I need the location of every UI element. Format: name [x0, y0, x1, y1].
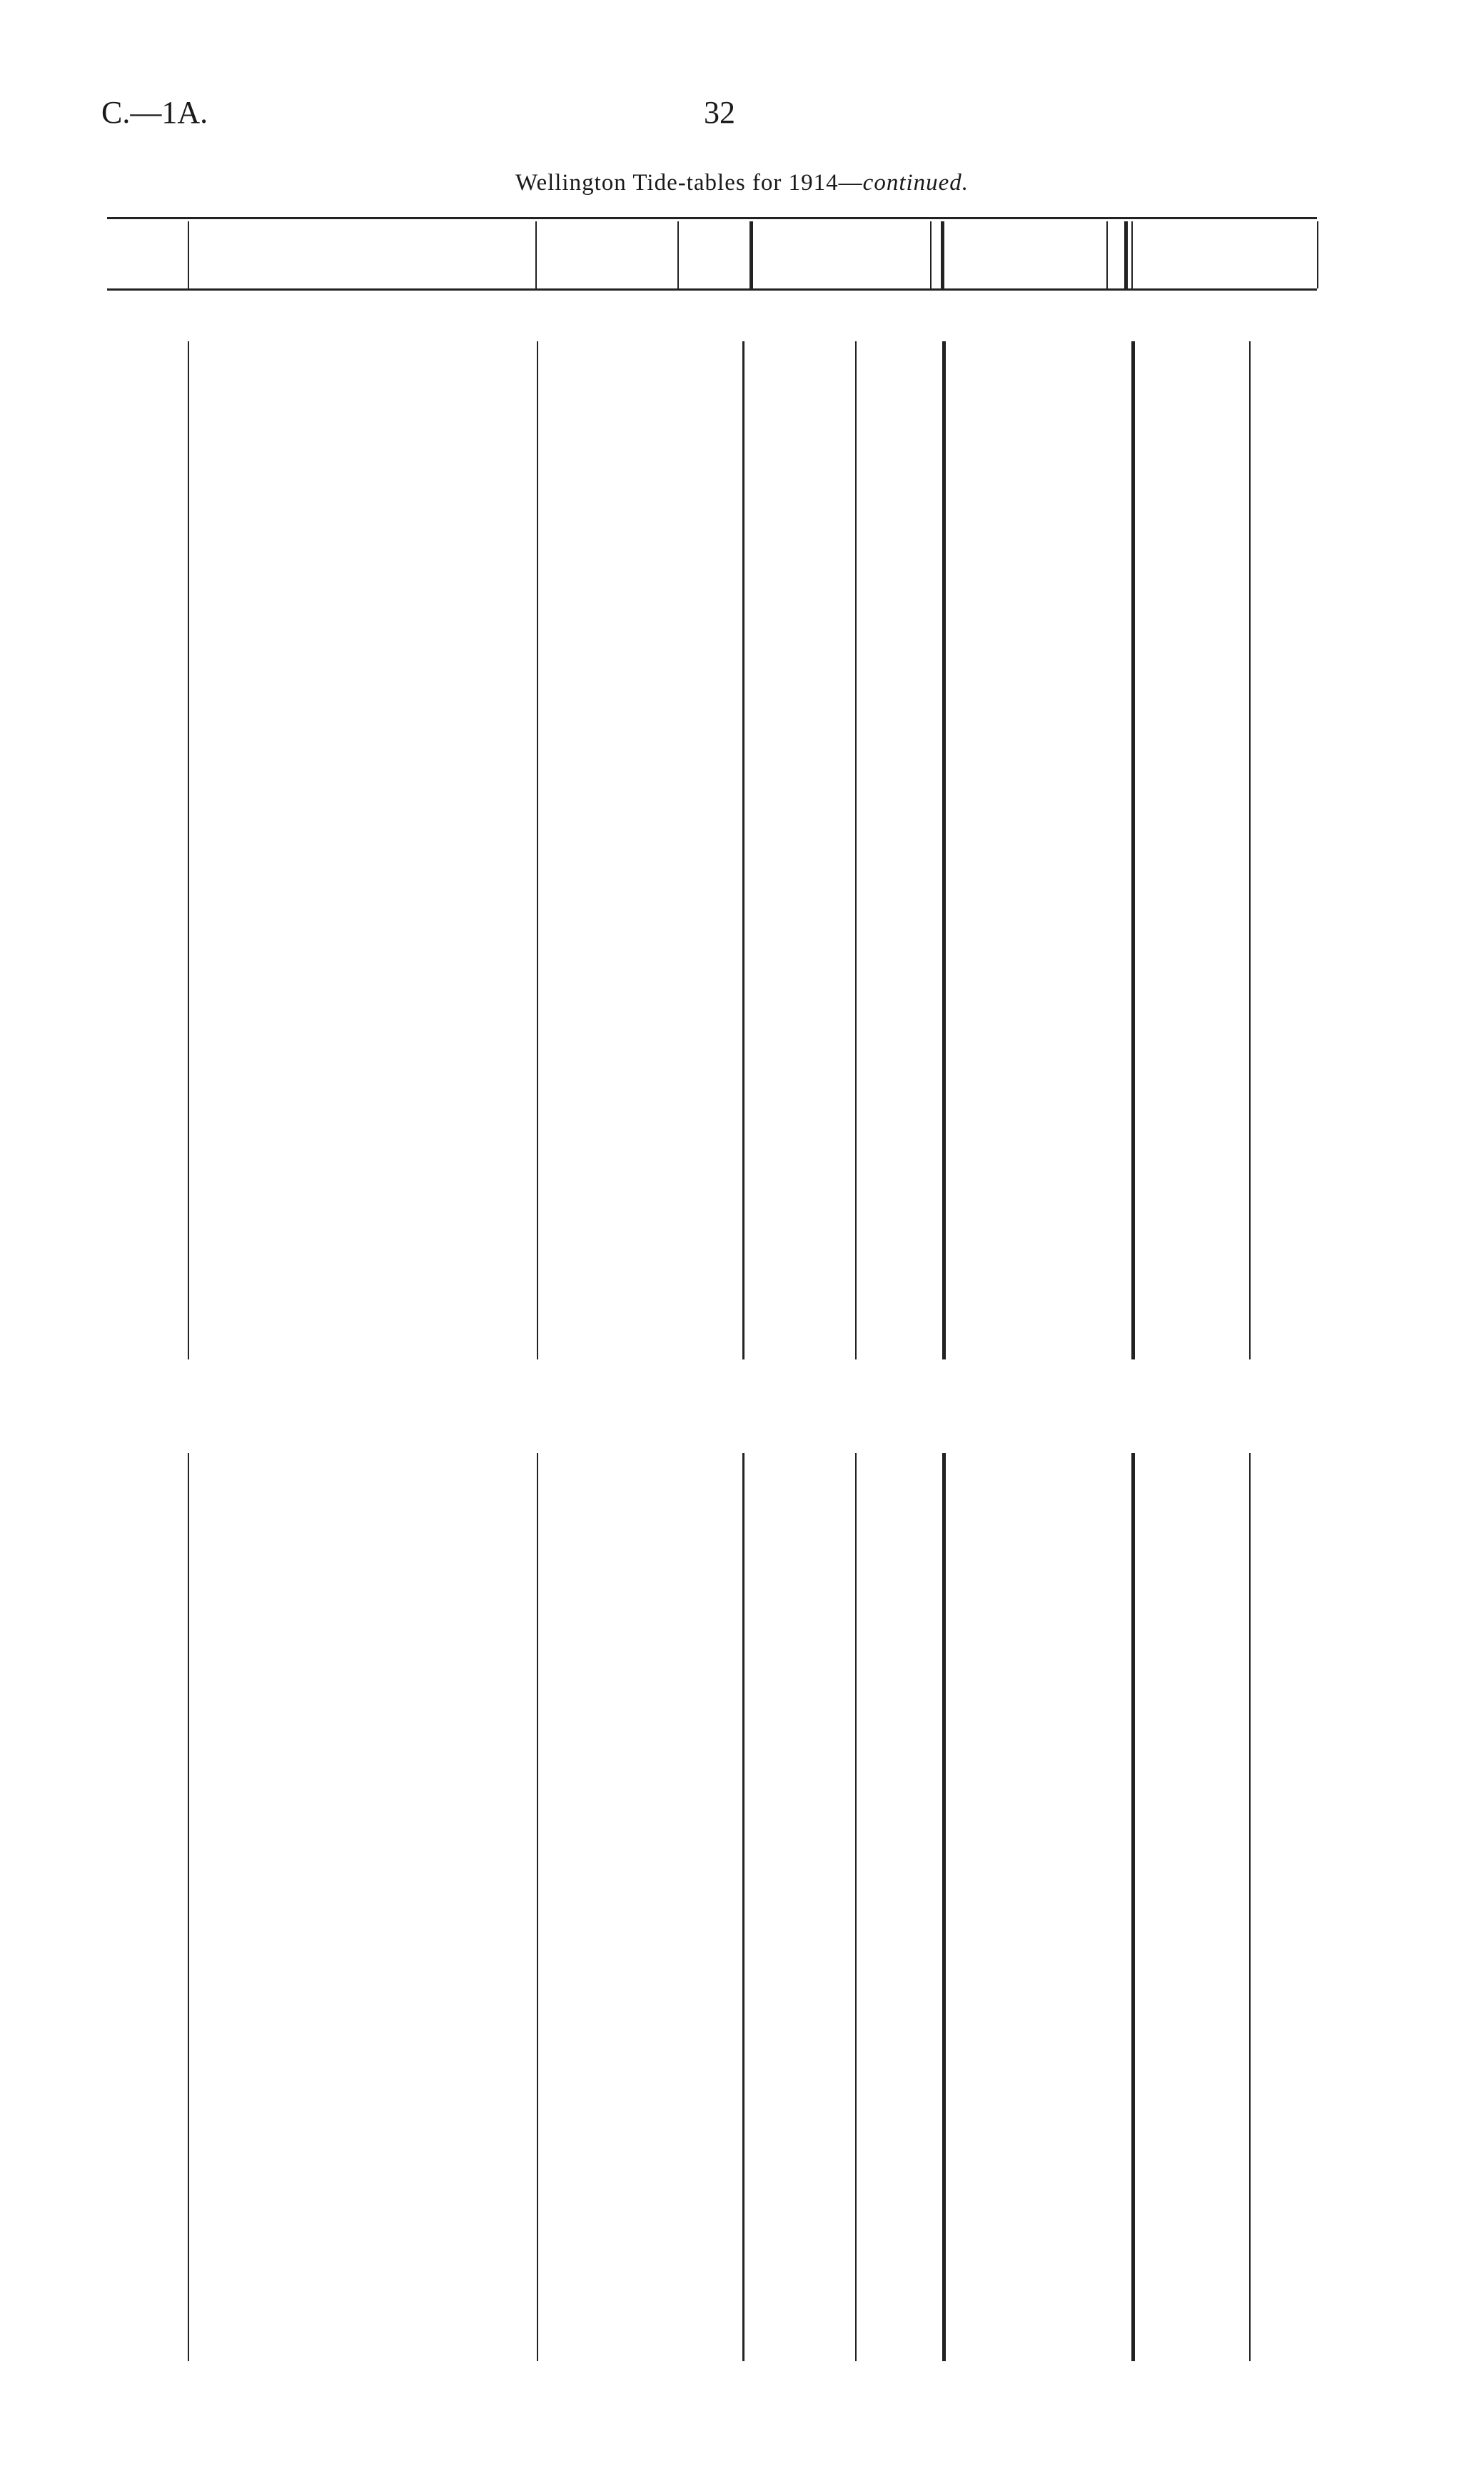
body-divider: [188, 1453, 189, 2361]
body-divider: [942, 341, 946, 1359]
header-divider: [1317, 221, 1318, 288]
table-title-main: Wellington Tide-tables for 1914—: [515, 170, 863, 196]
page-number: 32: [704, 95, 735, 130]
body-divider: [942, 1453, 946, 2361]
table-title: [0, 170, 1484, 196]
table-top-rule: [107, 217, 1317, 219]
header-group-divider: [941, 221, 944, 288]
body-divider: [188, 341, 189, 1359]
body-divider: [1131, 1453, 1135, 2361]
body-divider: [855, 341, 857, 1359]
header-divider: [930, 221, 932, 288]
header-bottom-rule: [107, 288, 1317, 291]
header-divider: [1131, 221, 1133, 288]
body-divider: [1249, 1453, 1251, 2361]
header-divider: [677, 221, 679, 288]
body-divider: [742, 1453, 744, 2361]
header-group-divider: [1124, 221, 1128, 288]
body-divider: [855, 1453, 857, 2361]
header-divider: [1106, 221, 1108, 288]
table-title-continued: continued.: [862, 170, 969, 196]
body-divider: [1131, 341, 1135, 1359]
header-divider: [188, 221, 189, 288]
header-group-divider: [749, 221, 753, 288]
body-divider: [537, 341, 538, 1359]
body-divider: [1249, 341, 1251, 1359]
body-divider: [537, 1453, 538, 2361]
header-divider: [535, 221, 537, 288]
report-code: C.—1A.: [101, 95, 208, 130]
body-divider: [742, 341, 744, 1359]
